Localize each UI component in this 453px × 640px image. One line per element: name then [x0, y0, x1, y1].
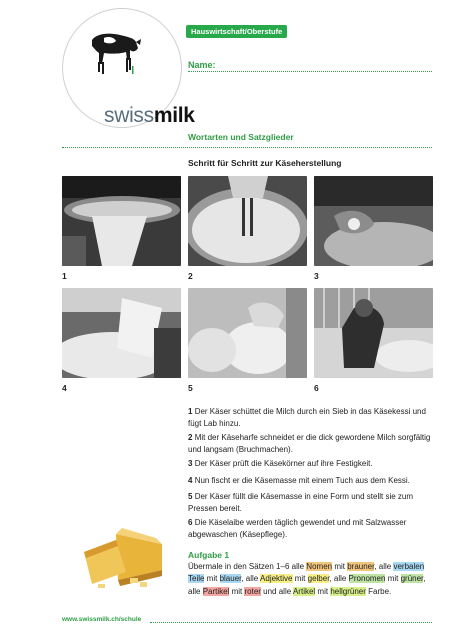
photo-1 — [62, 176, 181, 266]
cow-logo-icon — [86, 26, 142, 76]
photo-number: 2 — [188, 271, 193, 281]
name-line[interactable] — [188, 71, 432, 72]
step-3: 3 Der Käser prüft die Käsekörner auf ihre Festigkeit. — [188, 459, 373, 468]
photo-5 — [188, 288, 307, 378]
divider — [62, 147, 432, 148]
photo-4 — [62, 288, 181, 378]
task-title: Aufgabe 1 — [188, 550, 230, 560]
photo-number: 1 — [62, 271, 67, 281]
photo-6 — [314, 288, 433, 378]
subject-tag: Hauswirtschaft/Oberstufe — [186, 25, 287, 38]
photo-number: 4 — [62, 383, 67, 393]
photo-2 — [188, 176, 307, 266]
step-1: 1 Der Käser schüttet die Milch durch ein Sieb in das Käsekessi und fügt Lab hinzu. — [188, 407, 426, 429]
brand-logo-text: swissmilk — [104, 104, 195, 127]
footer-divider — [150, 622, 432, 623]
photo-number: 3 — [314, 271, 319, 281]
footer-link[interactable]: www.swissmilk.ch/schule — [62, 616, 142, 623]
task-text: Übermale in den Sätzen 1–6 alle Nomen mit brauner, alle verbalen Teile mit blauer, alle Adjektive mit gelber, alle Pronomen mit grüner, alle Partikel mit roter und alle Artikel mit hellgrüner Farbe. — [188, 562, 426, 596]
section-heading: Schritt für Schritt zur Käseherstellung — [188, 158, 342, 168]
step-4: 4 Nun fischt er die Käsemasse mit einem Tuch aus dem Kessi. — [188, 476, 410, 485]
topic-title: Wortarten und Satzglieder — [188, 132, 294, 142]
cheese-image — [78, 518, 164, 594]
step-5: 5 Der Käser füllt die Käsemasse in eine Form und stellt sie zum Pressen bereit. — [188, 492, 413, 514]
step-2: 2 Mit der Käseharfe schneidet er die dick gewordene Milch sorgfältig und langsam (Bruchmachen). — [188, 433, 431, 455]
photo-number: 6 — [314, 383, 319, 393]
step-6: 6 Die Käselaibe werden täglich gewendet und mit Salzwasser abgewaschen (Käsepflege). — [188, 518, 407, 540]
name-label: Name: — [188, 60, 216, 70]
photo-3 — [314, 176, 433, 266]
photo-number: 5 — [188, 383, 193, 393]
